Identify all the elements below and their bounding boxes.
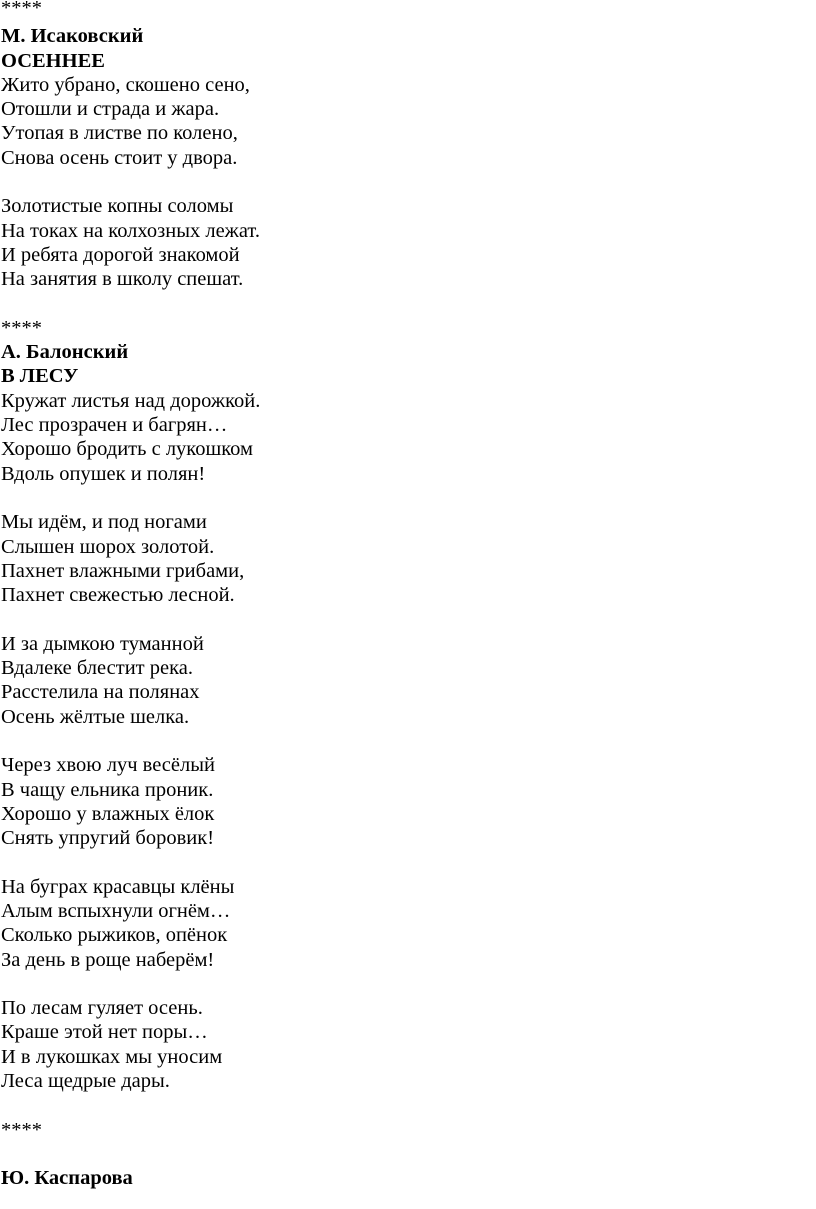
- poem-title: В ЛЕСУ: [1, 365, 79, 388]
- poem-line: Расстелила на полянах: [1, 681, 200, 704]
- stanza-gap: [1, 1093, 816, 1117]
- poem-author: М. Исаковский: [1, 25, 144, 48]
- stanza-gap: [1, 729, 816, 753]
- poem-3: [1, 1118, 816, 1191]
- stanza-gap: [1, 486, 816, 510]
- poem-line: Хорошо у влажных ёлок: [1, 802, 215, 825]
- poem-line: Алым вспыхнули огнём…: [1, 899, 231, 922]
- poem-line: Через хвою луч весёлый: [1, 754, 215, 777]
- poem-line: И за дымкою туманной: [1, 632, 204, 655]
- poem-line: Сколько рыжиков, опёнок: [1, 924, 228, 947]
- separator: ****: [1, 316, 42, 339]
- poem-title: ОСЕННЕЕ: [1, 49, 105, 72]
- separator: ****: [1, 0, 42, 19]
- poem-line: Осень жёлтые шелка.: [1, 705, 190, 728]
- poem-line: Золотистые копны соломы: [1, 195, 234, 218]
- poem-line: Хорошо бродить с лукошком: [1, 438, 254, 461]
- stanza-gap: [1, 1142, 816, 1166]
- poem-line: Снова осень стоит у двора.: [1, 146, 238, 169]
- poem-line: На занятия в школу спешат.: [1, 268, 244, 291]
- stanza: [1, 510, 816, 607]
- poem-line: На токах на колхозных лежат.: [1, 219, 260, 242]
- poem-line: Мы идём, и под ногами: [1, 511, 207, 534]
- poem-line: Лес прозрачен и багрян…: [1, 414, 228, 437]
- poem-line: Утопая в листве по колено,: [1, 122, 238, 145]
- poem-line: Краше этой нет поры…: [1, 1021, 208, 1044]
- poem-line: Кружат листья над дорожкой.: [1, 389, 261, 412]
- poem-line: Жито убрано, скошено сено,: [1, 73, 250, 96]
- poem-line: Слышен шорох золотой.: [1, 535, 215, 558]
- stanza: [1, 875, 816, 972]
- poem-line: Вдалеке блестит река.: [1, 657, 193, 680]
- stanza: [1, 194, 816, 291]
- poem-line: Леса щедрые дары.: [1, 1070, 170, 1093]
- poem-line: И в лукошках мы уносим: [1, 1045, 223, 1068]
- poem-line: На буграх красавцы клёны: [1, 875, 235, 898]
- stanza-gap: [1, 607, 816, 631]
- poem-line: В чащу ельника проник.: [1, 778, 214, 801]
- poem-author: А. Балонский: [1, 341, 129, 364]
- poem-author: Ю. Каспарова: [1, 1167, 133, 1190]
- stanza-gap: [1, 170, 816, 194]
- stanza-gap: [1, 292, 816, 316]
- stanza: [1, 996, 816, 1093]
- stanza: [1, 632, 816, 729]
- poem-line: Снять упругий боровик!: [1, 827, 215, 850]
- poem-2: [1, 316, 816, 1118]
- poem-line: За день в роще наберём!: [1, 948, 215, 971]
- separator: ****: [1, 1118, 42, 1141]
- poem-1: [1, 0, 816, 316]
- poem-line: Вдоль опушек и полян!: [1, 462, 206, 485]
- stanza: [1, 753, 816, 850]
- poem-line: По лесам гуляет осень.: [1, 997, 203, 1020]
- stanza: [1, 389, 816, 486]
- stanza-gap: [1, 972, 816, 996]
- stanza: [1, 73, 816, 170]
- poem-line: Пахнет влажными грибами,: [1, 559, 245, 582]
- poem-line: Пахнет свежестью лесной.: [1, 584, 235, 607]
- poem-line: Отошли и страда и жара.: [1, 98, 220, 121]
- stanza-gap: [1, 850, 816, 874]
- poem-line: И ребята дорогой знакомой: [1, 243, 240, 266]
